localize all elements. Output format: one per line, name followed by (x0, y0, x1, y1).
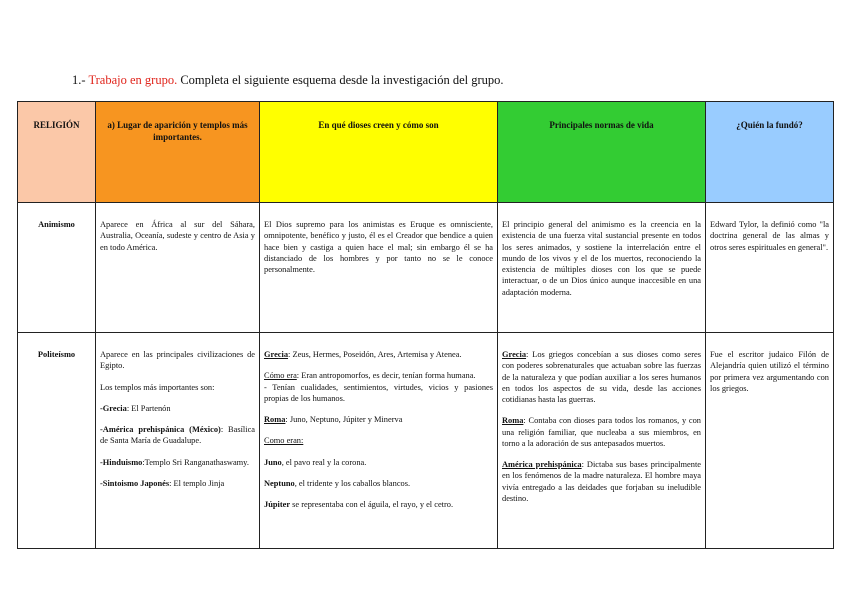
header-religion: RELIGIÓN (18, 102, 96, 203)
n-roma-label: Roma (502, 416, 524, 426)
table-row-animismo (18, 203, 834, 333)
d-juno-label: Juno (264, 457, 282, 467)
d-roma-label: Roma (264, 415, 286, 424)
lugar-templos: Los templos más importantes son: (100, 382, 215, 392)
animismo-lugar: Aparece en África al sur del Sáhara, Australia, Oceanía, sudeste y centro de Asia y en todo América. (96, 203, 260, 333)
politeismo-name: Politeísmo (18, 333, 96, 549)
animismo-dioses: El Dios supremo para los animistas es Eruque es omnisciente, omnipotente, benéfico y justo, él es el Creador que bendice a quien hace bien y castiga a quien hace el mal; sin embargo él se ha distanciado de los hombres y por tanto no se le conoce personalmente. (260, 203, 498, 333)
instruction-heading (72, 73, 504, 88)
table-header-row (18, 102, 834, 203)
politeismo-dioses (260, 333, 498, 549)
hindu-text: :Templo Sri Ranganathaswamy. (142, 457, 249, 467)
politeismo-lugar (96, 333, 260, 549)
d-grecia-text: : Zeus, Hermes, Poseidón, Ares, Artemisa y Atenea. (288, 350, 462, 359)
d-como-text2: - Tenían cualidades, sentimientos, virtudes, vicios y pasiones propias de los humanos. (264, 382, 493, 403)
instruction-text: Completa el siguiente esquema desde la investigación del grupo. (180, 73, 504, 87)
politeismo-normas (498, 333, 706, 549)
d-roma-text: : Juno, Neptuno, Júpiter y Minerva (285, 415, 403, 424)
header-lugar: a) Lugar de aparición y templos más importantes. (96, 102, 260, 203)
table-row-politeismo (18, 333, 834, 549)
header-normas: Principales normas de vida (498, 102, 706, 203)
normas-america (502, 459, 701, 504)
animismo-fundador: Edward Tylor, la definió como "la doctrina general de las almas y otros seres espirituales en general". (706, 203, 834, 333)
templo-sinto (100, 478, 255, 489)
d-nept-text: , el tridente y los caballos blancos. (294, 478, 411, 488)
animismo-name: Animismo (18, 203, 96, 333)
dioses-jupiter (264, 499, 493, 510)
d-como-text: : Eran antropomorfos, es decir, tenían forma humana. (296, 371, 476, 381)
d-nept-label: Neptuno (264, 478, 295, 488)
politeismo-fundador: Fue el escritor judaico Filón de Alejandría quien utilizó el término por primera vez argumentando con los griegos. (706, 333, 834, 549)
header-fundador: ¿Quién la fundó? (706, 102, 834, 203)
dioses-roma (264, 414, 493, 425)
grecia-label: -Grecia (100, 403, 127, 413)
dioses-comoeran: Como eran: (264, 436, 304, 446)
dioses-como (264, 370, 493, 404)
america-label: -América prehispánica (100, 425, 185, 434)
animismo-normas: El principio general del animismo es la creencia en la existencia de una fuerza vital sustancial presente en todos los seres animados, y sostiene la interrelación entre el mundo de los vivos y el de los muertos, reconociendo la existencia de múltiples dioses con los que se puede interactuar, o de un Dios único aunque inaccesible en una adaptación moderna. (498, 203, 706, 333)
lugar-intro: Aparece en las principales civilizaciones de Egipto. (100, 350, 255, 371)
dioses-neptuno (264, 478, 493, 489)
dioses-grecia (264, 349, 493, 360)
n-america-text: : Dictaba sus bases principalmente en los fenómenos de la madre naturaleza. El hombre maya vivía entregado a las deidades que forjaban su ineludible destino. (502, 460, 701, 503)
religion-table (17, 101, 834, 549)
n-grecia-label: Grecia (502, 350, 527, 359)
d-como-label: Cómo era (264, 371, 297, 381)
instruction-number: 1.- (72, 73, 86, 87)
america-text: : Basílica de Santa María de Guadalupe. (100, 425, 256, 446)
n-grecia-text: : Los griegos concebían a sus dioses como seres con poderes sobrenaturales que actuaban sobre las fuerzas de la naturaleza y que podían auxiliar a los seres humanos en todos los aspectos de su vida, desde las acciones cotidianas hasta las guerras. (502, 350, 701, 404)
grecia-text: : El Partenón (126, 403, 171, 413)
templo-grecia (100, 403, 255, 414)
instruction-highlight: Trabajo en grupo. (88, 73, 178, 87)
n-america-label: América prehispánica (502, 460, 582, 469)
templo-america (100, 424, 255, 447)
d-juno-text: , el pavo real y la corona. (281, 457, 367, 467)
hindu-label: -Hinduismo (100, 457, 143, 467)
sinto-text: : El templo Jinja (169, 478, 225, 488)
header-dioses: En qué dioses creen y cómo son (260, 102, 498, 203)
normas-grecia (502, 349, 701, 405)
d-grecia-label: Grecia (264, 350, 289, 359)
n-roma-text: : Contaba con dioses para todos los romanos, y con una religión familiar, que nucleaba a sus miembros, en torno a la adoración de sus antepasados muertos. (502, 416, 701, 448)
sinto-label: -Sintoismo Japonés (100, 478, 170, 488)
normas-roma (502, 415, 701, 449)
dioses-juno (264, 457, 493, 468)
america-paren: (México) (184, 425, 221, 434)
templo-hindu (100, 457, 255, 468)
d-jup-label: Júpiter (264, 500, 291, 509)
d-jup-text: se representaba con el águila, el rayo, y el cetro. (290, 500, 454, 509)
